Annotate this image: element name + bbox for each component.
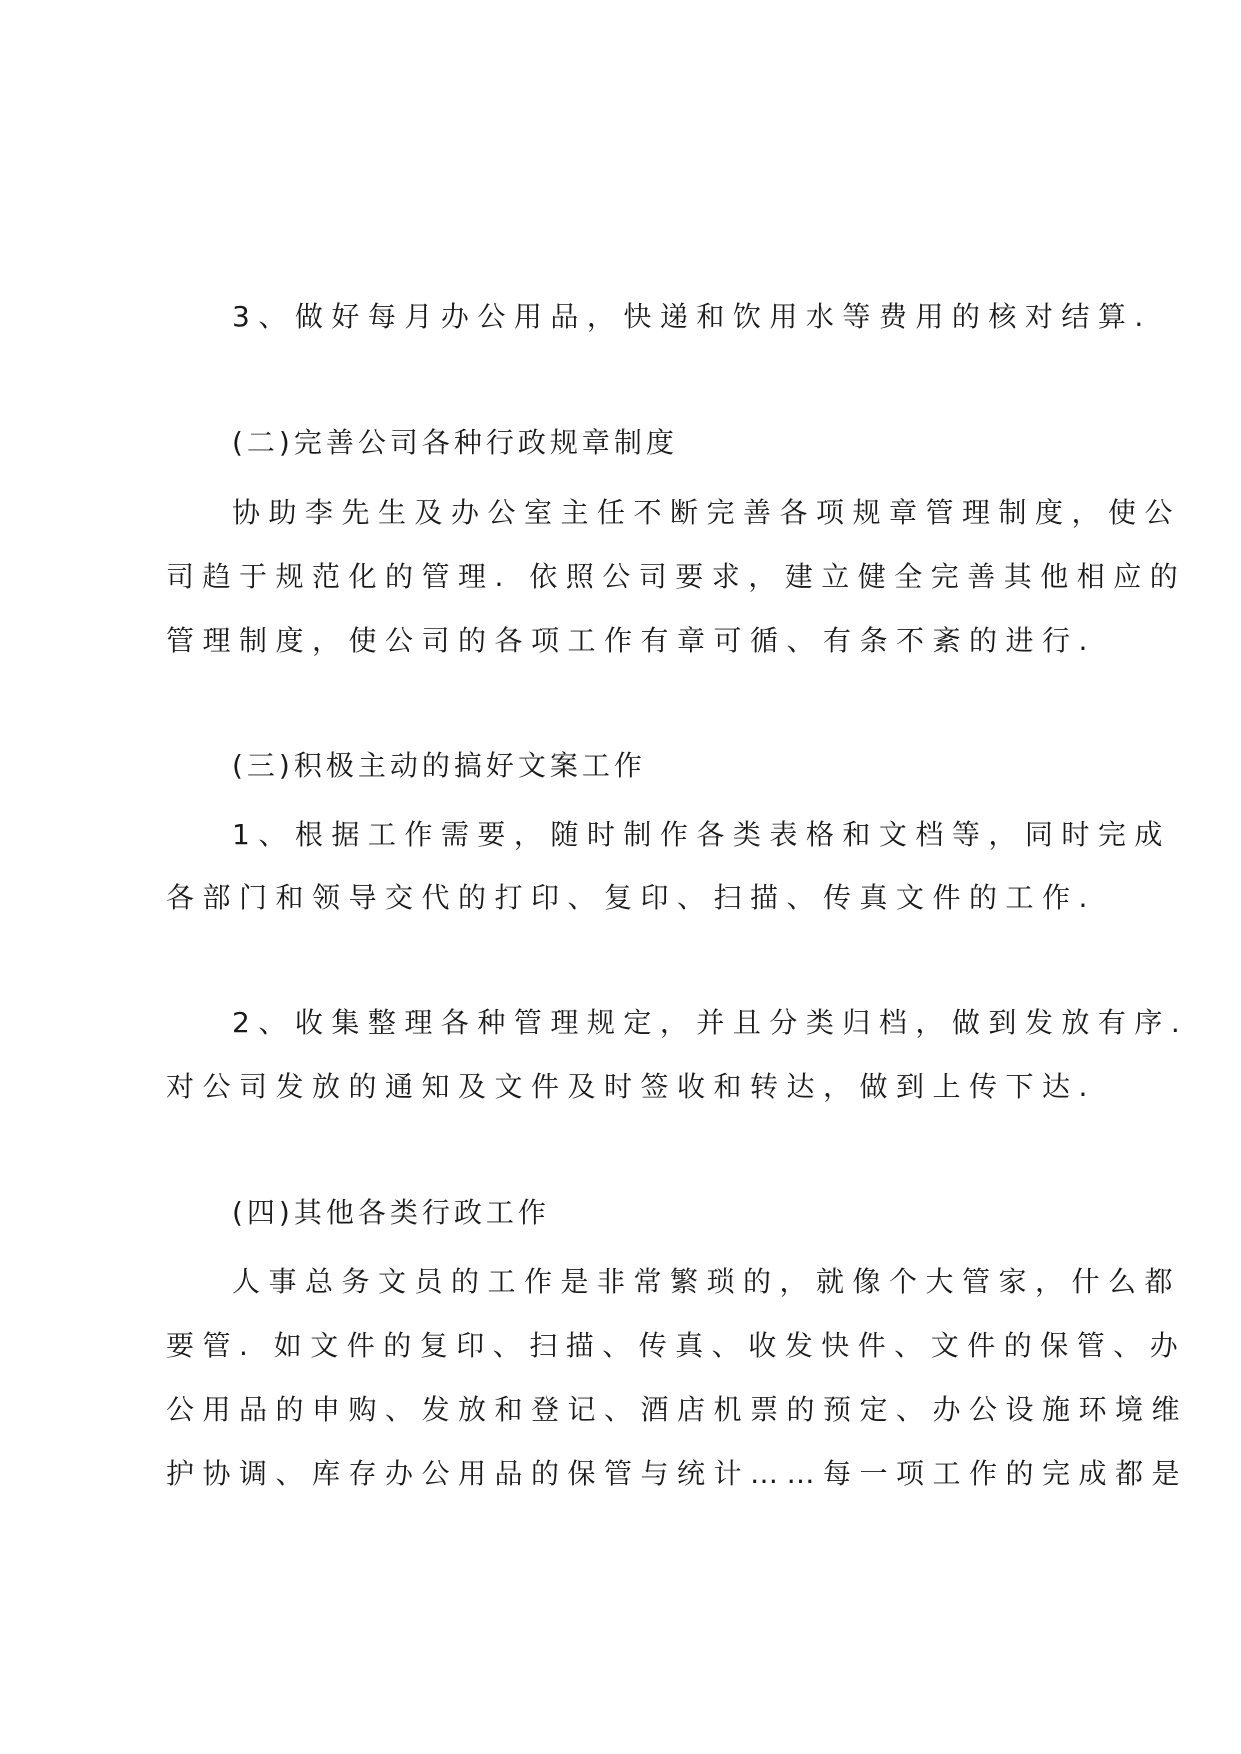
section-3-item-2-line-1: 2、收集整理各种管理规定，并且分类归档，做到发放有序. (232, 1006, 1189, 1039)
section-4-para-line-1: 人事总务文员的工作是非常繁琐的，就像个大管家，什么都 (232, 1265, 1182, 1298)
item-3-line-1: 3、做好每月办公用品，快递和饮用水等费用的核对结算. (232, 300, 1152, 333)
section-3-heading: (三)积极主动的搞好文案工作 (232, 749, 646, 782)
section-2-para-line-1: 协助李先生及办公室主任不断完善各项规章管理制度，使公 (232, 496, 1182, 529)
section-4-heading: (四)其他各类行政工作 (232, 1196, 550, 1229)
section-3-item-2-line-2: 对公司发放的通知及文件及时签收和转达，做到上传下达. (166, 1070, 1096, 1103)
section-4-para-line-2: 要管. 如文件的复印、扫描、传真、收发快件、文件的保管、办 (166, 1329, 1187, 1362)
section-3-item-1-line-1: 1、根据工作需要，随时制作各类表格和文档等，同时完成 (232, 818, 1171, 851)
section-2-para-line-2: 司趋于规范化的管理. 依照公司要求，建立健全完善其他相应的 (166, 560, 1187, 593)
section-4-para-line-4: 护协调、库存办公用品的保管与统计……每一项工作的完成都是 (166, 1457, 1189, 1490)
section-3-item-1-line-2: 各部门和领导交代的打印、复印、扫描、传真文件的工作. (166, 881, 1096, 914)
section-2-para-line-3: 管理制度，使公司的各项工作有章可循、有条不紊的进行. (166, 624, 1096, 657)
section-4-para-line-3: 公用品的申购、发放和登记、酒店机票的预定、办公设施环境维 (166, 1393, 1189, 1426)
section-2-heading: (二)完善公司各种行政规章制度 (232, 426, 678, 459)
